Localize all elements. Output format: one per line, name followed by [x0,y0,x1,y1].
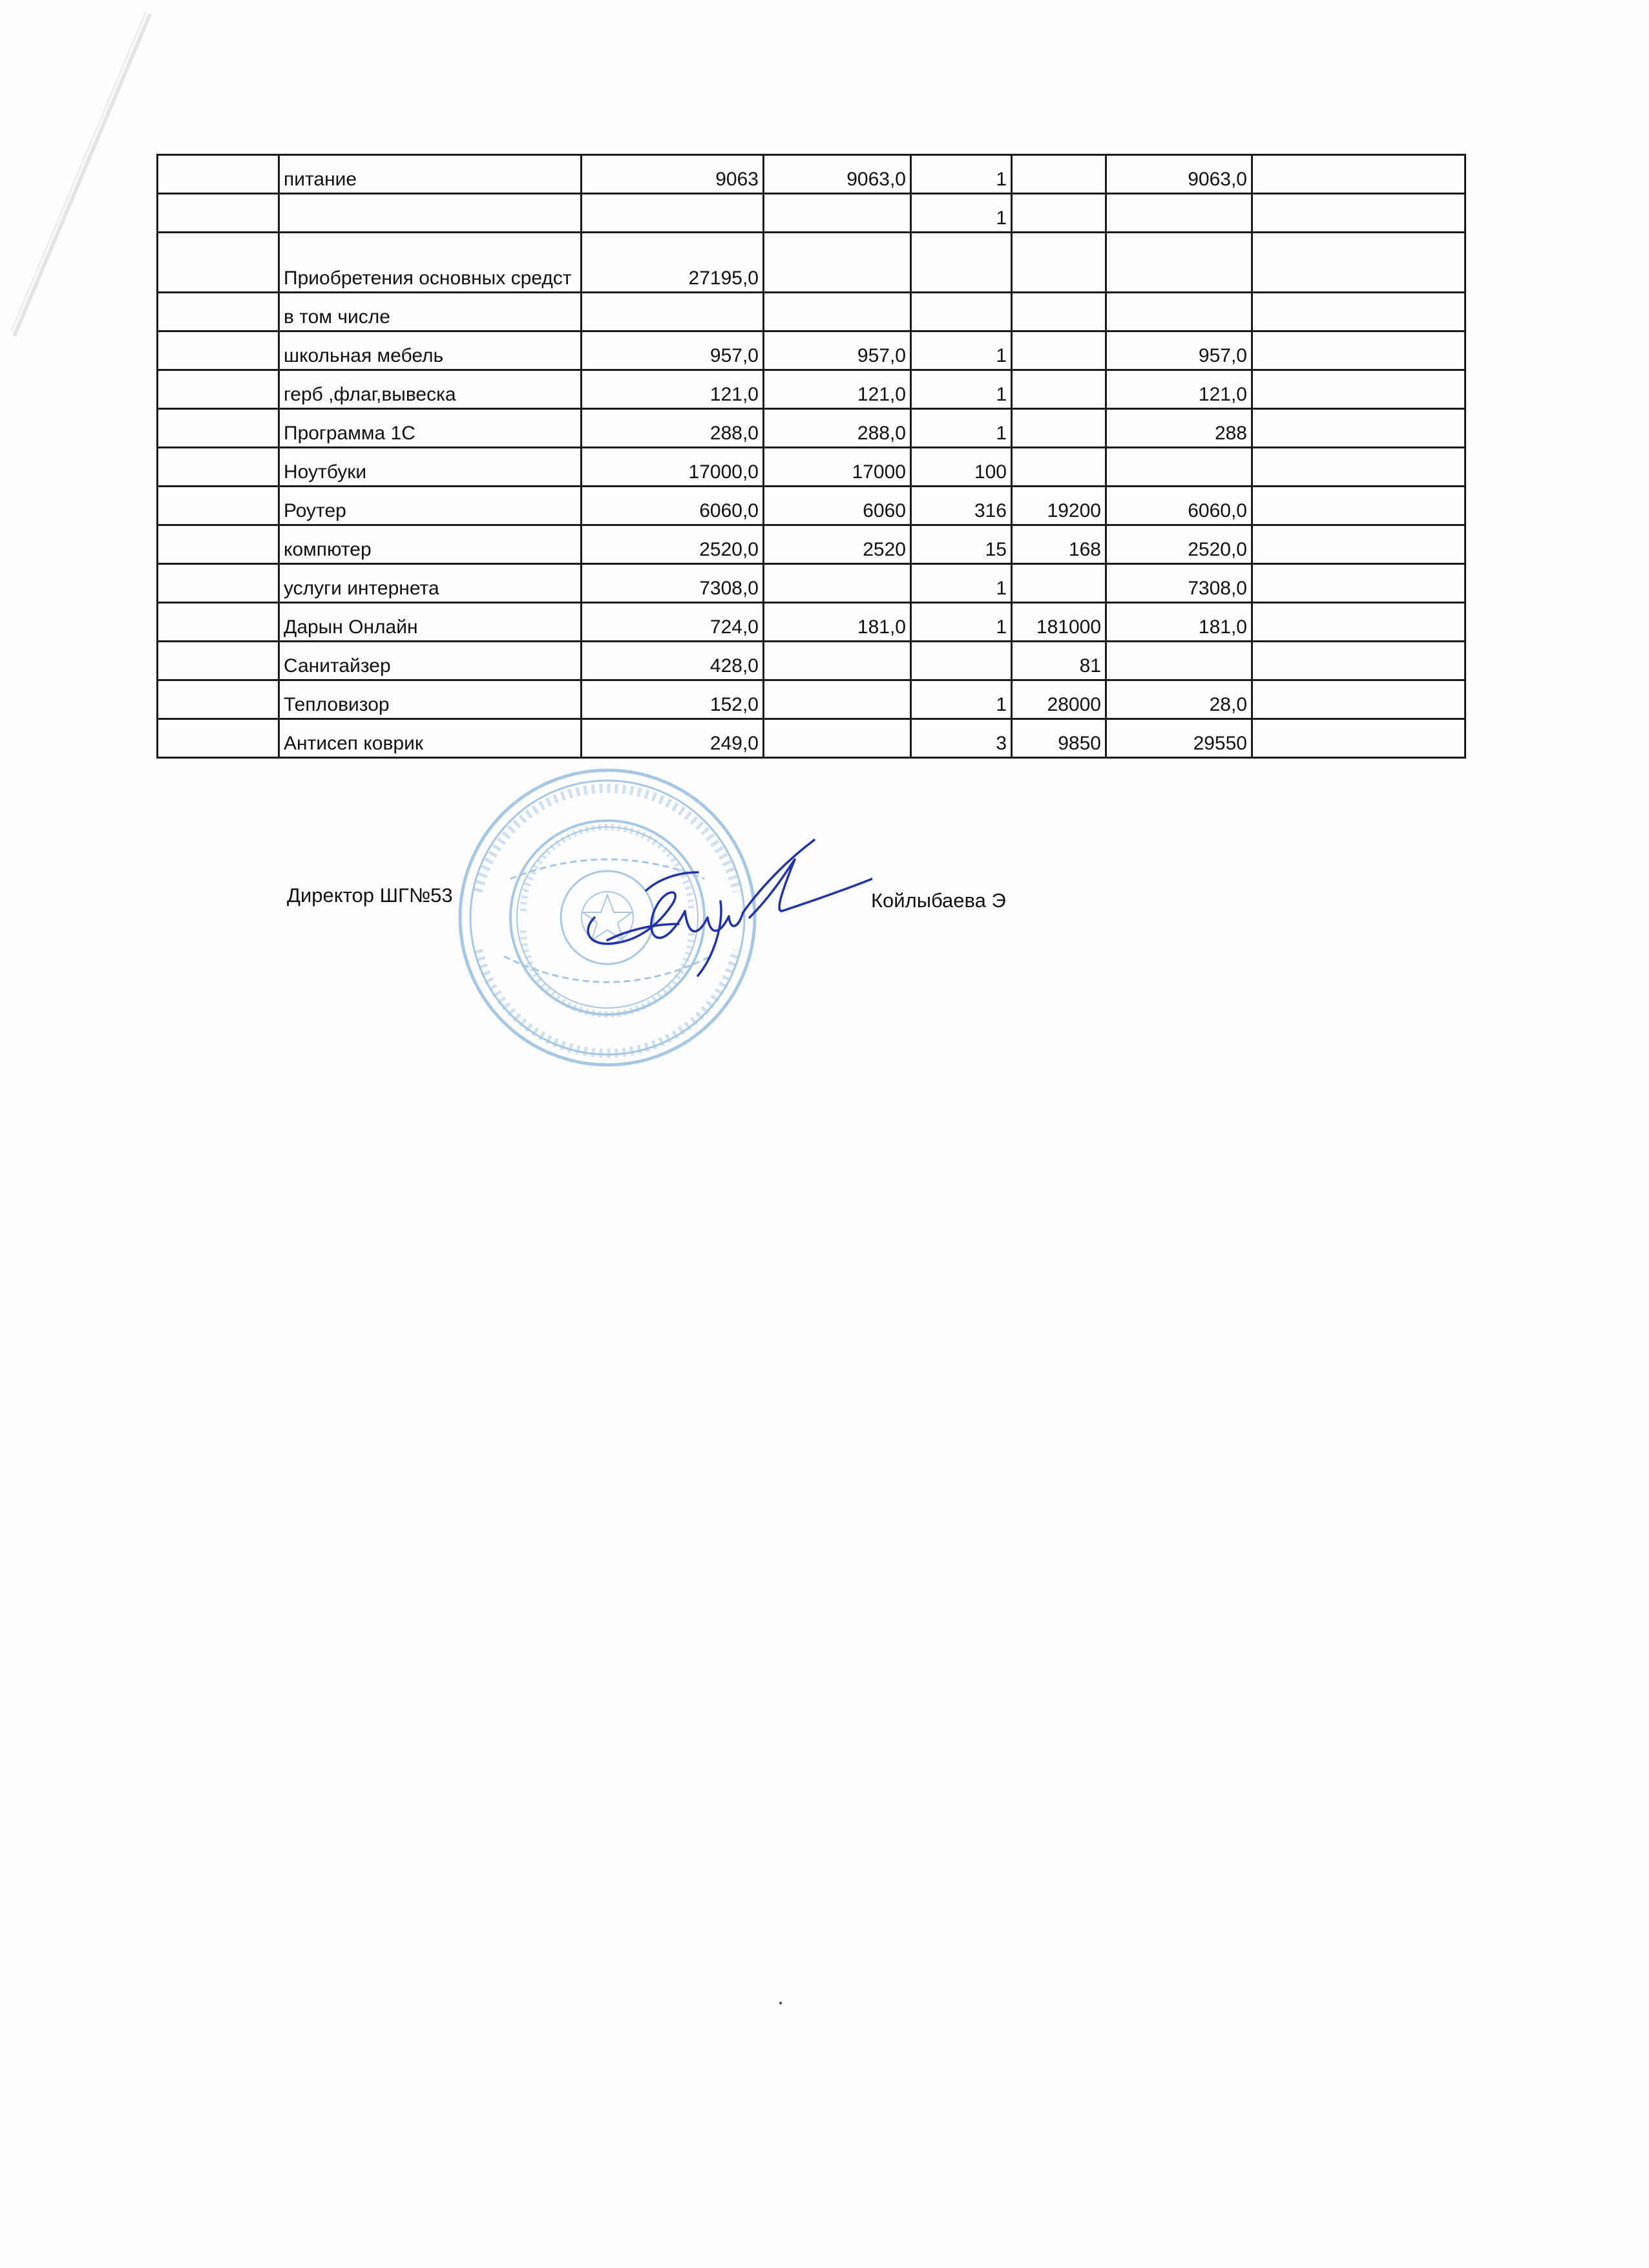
table-body [158,155,1465,758]
row-number-cell [158,409,279,448]
value-cell-c7 [1252,233,1465,293]
value-cell-c6: 29550 [1106,719,1252,758]
value-cell-c2: 6060,0 [582,487,764,525]
value-cell-c6 [1106,642,1252,680]
value-cell-c6: 181,0 [1106,603,1252,642]
value-cell-c3: 2520 [764,525,911,564]
handwritten-signature [569,834,872,989]
value-cell-c3 [764,233,911,293]
value-cell-c4 [911,642,1012,680]
table-row [158,603,1465,642]
value-cell-c5 [1012,194,1106,233]
value-cell-c3: 9063,0 [764,155,911,194]
value-cell-c6: 7308,0 [1106,564,1252,603]
value-cell-c5 [1012,564,1106,603]
value-cell-c7 [1252,642,1465,680]
row-number-cell [158,564,279,603]
value-cell-c6: 6060,0 [1106,487,1252,525]
value-cell-c3: 181,0 [764,603,911,642]
value-cell-c5: 168 [1012,525,1106,564]
item-name-cell: услуги интернета [279,564,582,603]
value-cell-c2 [582,194,764,233]
value-cell-c3 [764,680,911,719]
value-cell-c2: 2520,0 [582,525,764,564]
value-cell-c2: 27195,0 [582,233,764,293]
item-name-cell: герб ,флаг,вывеска [279,370,582,409]
table-row [158,719,1465,758]
value-cell-c7 [1252,293,1465,331]
value-cell-c3: 6060 [764,487,911,525]
item-name-cell: Роутер [279,487,582,525]
value-cell-c5 [1012,293,1106,331]
value-cell-c2: 428,0 [582,642,764,680]
value-cell-c2: 17000,0 [582,448,764,487]
item-name-cell: в том числе [279,293,582,331]
row-number-cell [158,331,279,370]
value-cell-c7 [1252,331,1465,370]
value-cell-c5 [1012,370,1106,409]
value-cell-c3: 288,0 [764,409,911,448]
row-number-cell [158,603,279,642]
value-cell-c7 [1252,564,1465,603]
value-cell-c7 [1252,409,1465,448]
value-cell-c5: 28000 [1012,680,1106,719]
value-cell-c3 [764,719,911,758]
table-row [158,525,1465,564]
row-number-cell [158,525,279,564]
table-row [158,642,1465,680]
table-row [158,409,1465,448]
table-row [158,194,1465,233]
value-cell-c6 [1106,448,1252,487]
value-cell-c4: 100 [911,448,1012,487]
row-number-cell [158,155,279,194]
item-name-cell: Программа 1С [279,409,582,448]
value-cell-c4: 1 [911,409,1012,448]
value-cell-c4: 1 [911,680,1012,719]
value-cell-c4 [911,293,1012,331]
value-cell-c3 [764,564,911,603]
value-cell-c7 [1252,719,1465,758]
value-cell-c7 [1252,680,1465,719]
value-cell-c5 [1012,331,1106,370]
row-number-cell [158,448,279,487]
value-cell-c7 [1252,194,1465,233]
row-number-cell [158,487,279,525]
value-cell-c3 [764,293,911,331]
value-cell-c2: 957,0 [582,331,764,370]
item-name-cell: Дарын Онлайн [279,603,582,642]
item-name-cell: Антисеп коврик [279,719,582,758]
value-cell-c7 [1252,487,1465,525]
row-number-cell [158,680,279,719]
value-cell-c2: 249,0 [582,719,764,758]
table-row [158,155,1465,194]
value-cell-c3: 17000 [764,448,911,487]
value-cell-c7 [1252,448,1465,487]
table-row [158,448,1465,487]
item-name-cell [279,194,582,233]
value-cell-c4: 1 [911,155,1012,194]
director-name: Койлыбаева Э [871,889,1006,912]
item-name-cell: школьная мебель [279,331,582,370]
value-cell-c3 [764,642,911,680]
row-number-cell [158,642,279,680]
value-cell-c2: 152,0 [582,680,764,719]
value-cell-c4: 1 [911,331,1012,370]
official-seal-stamp [452,762,762,1073]
table-row [158,331,1465,370]
expenses-table [156,154,1466,759]
value-cell-c5: 181000 [1012,603,1106,642]
row-number-cell [158,370,279,409]
value-cell-c7 [1252,370,1465,409]
value-cell-c4: 316 [911,487,1012,525]
value-cell-c6 [1106,293,1252,331]
row-number-cell [158,293,279,331]
row-number-cell [158,194,279,233]
value-cell-c4: 1 [911,564,1012,603]
value-cell-c2: 288,0 [582,409,764,448]
value-cell-c5 [1012,155,1106,194]
value-cell-c6: 2520,0 [1106,525,1252,564]
value-cell-c5 [1012,409,1106,448]
value-cell-c4: 15 [911,525,1012,564]
item-name-cell: питание [279,155,582,194]
value-cell-c6: 28,0 [1106,680,1252,719]
value-cell-c5: 9850 [1012,719,1106,758]
row-number-cell [158,233,279,293]
item-name-cell: компютер [279,525,582,564]
value-cell-c5 [1012,448,1106,487]
value-cell-c6: 957,0 [1106,331,1252,370]
value-cell-c4: 1 [911,194,1012,233]
table-row [158,233,1465,293]
value-cell-c3: 121,0 [764,370,911,409]
table-row [158,680,1465,719]
value-cell-c6 [1106,194,1252,233]
row-number-cell [158,719,279,758]
value-cell-c7 [1252,525,1465,564]
table-row [158,487,1465,525]
value-cell-c5: 19200 [1012,487,1106,525]
director-title: Директор ШГ№53 [287,884,453,907]
item-name-cell: Санитайзер [279,642,582,680]
value-cell-c6: 121,0 [1106,370,1252,409]
value-cell-c5 [1012,233,1106,293]
value-cell-c4: 1 [911,370,1012,409]
table-row [158,293,1465,331]
table-row [158,564,1465,603]
value-cell-c5: 81 [1012,642,1106,680]
value-cell-c4: 3 [911,719,1012,758]
value-cell-c3: 957,0 [764,331,911,370]
value-cell-c2: 724,0 [582,603,764,642]
value-cell-c2: 9063 [582,155,764,194]
value-cell-c4: 1 [911,603,1012,642]
value-cell-c2 [582,293,764,331]
scan-speck [779,2002,782,2004]
item-name-cell: Ноутбуки [279,448,582,487]
value-cell-c2: 7308,0 [582,564,764,603]
item-name-cell: Тепловизор [279,680,582,719]
item-name-cell: Приобретения основных средст [279,233,582,293]
value-cell-c6: 288 [1106,409,1252,448]
value-cell-c4 [911,233,1012,293]
value-cell-c7 [1252,155,1465,194]
value-cell-c2: 121,0 [582,370,764,409]
value-cell-c6 [1106,233,1252,293]
value-cell-c7 [1252,603,1465,642]
table-row [158,370,1465,409]
value-cell-c6: 9063,0 [1106,155,1252,194]
value-cell-c3 [764,194,911,233]
